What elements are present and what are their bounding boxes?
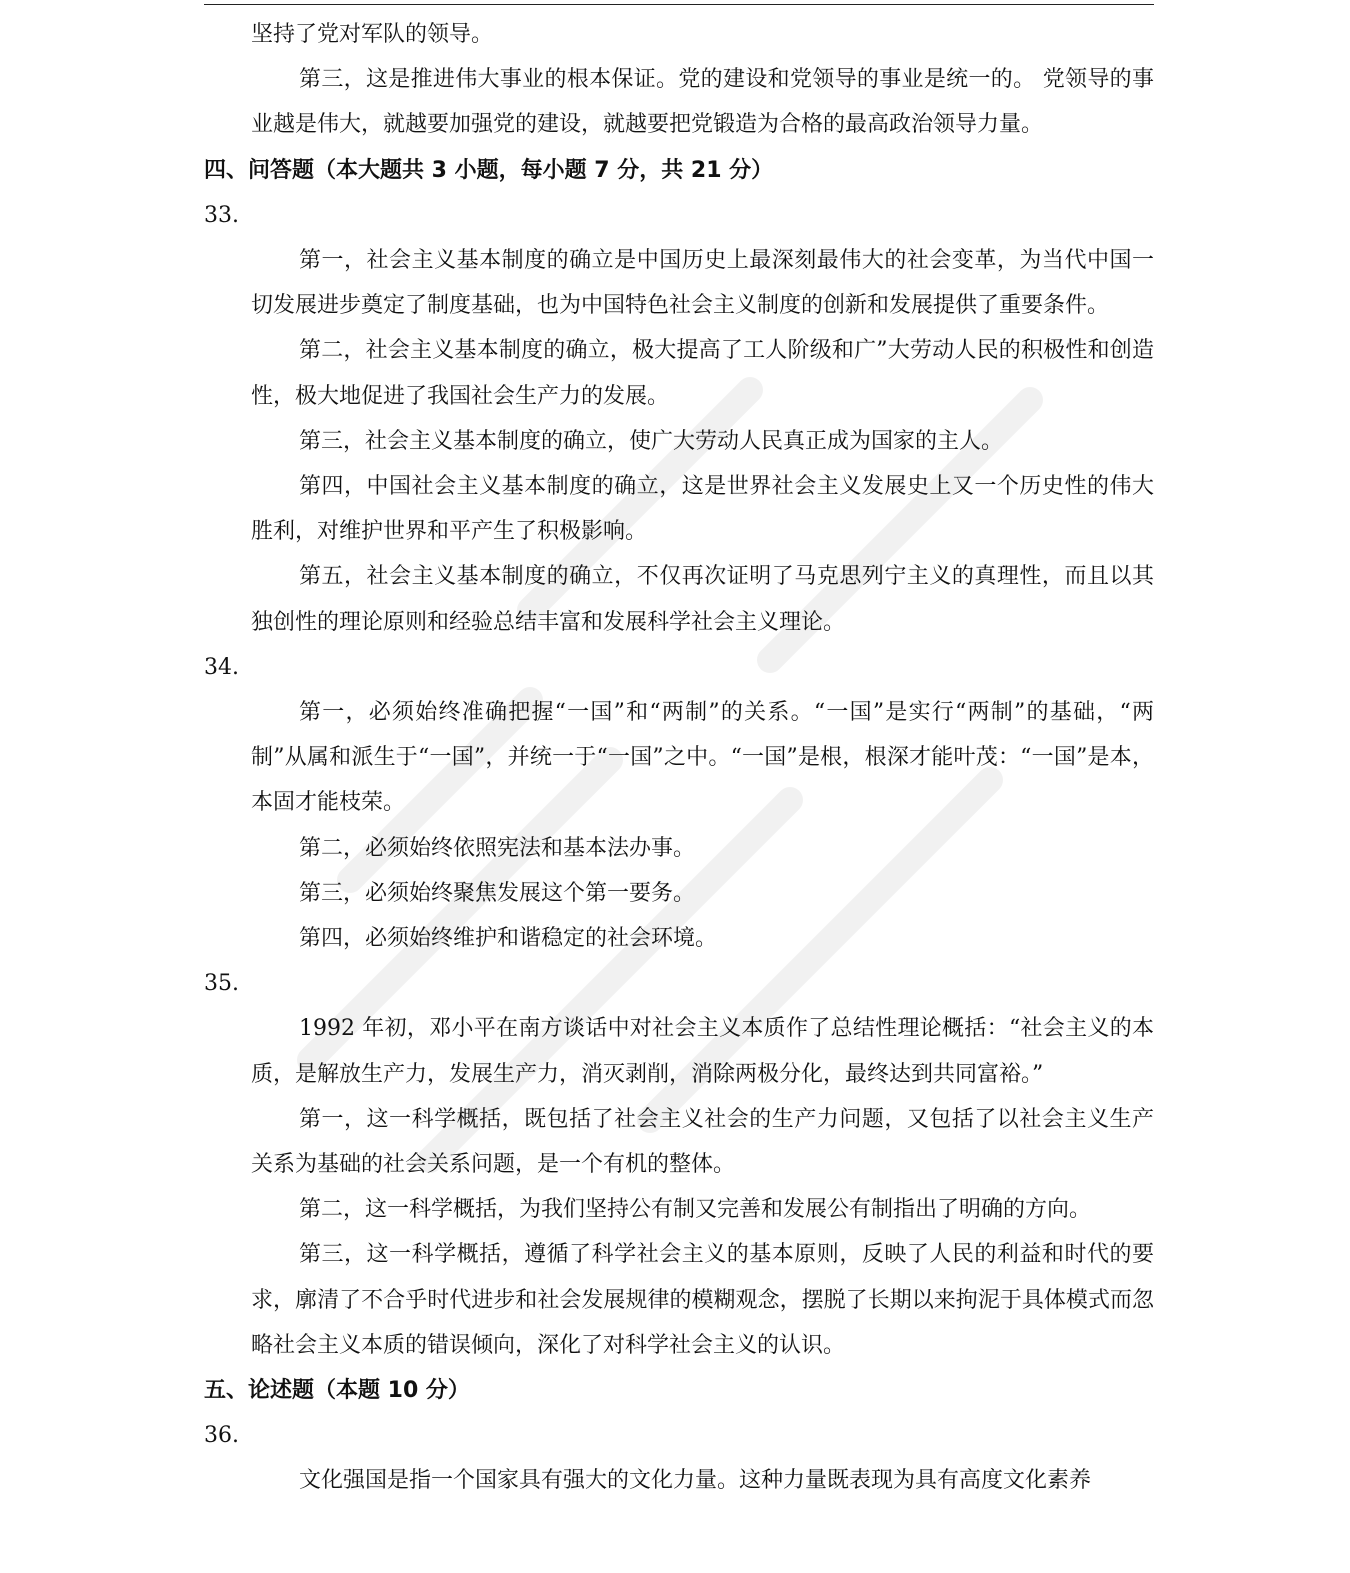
q33-paragraph-4: 第四，中国社会主义基本制度的确立，这是世界社会主义发展史上又一个历史性的伟大胜利，对维护世界和平产生了积极影响。 [251, 474, 1154, 545]
q36-paragraph-1: 文化强国是指一个国家具有强大的文化力量。这种力量既表现为具有高度文化素养 [299, 1468, 1092, 1494]
question-36-number: 36. [204, 1423, 239, 1449]
question-33-number: 33. [204, 202, 239, 228]
q35-paragraph-2: 第一，这一科学概括，既包括了社会主义社会的生产力问题，又包括了以社会主义生产关系为基础的社会关系问题，是一个有机的整体。 [251, 1106, 1154, 1178]
question-35-number: 35. [204, 971, 239, 997]
question-34-number: 34. [204, 654, 239, 680]
q35-paragraph-4: 第三，这一科学概括，遵循了科学社会主义的基本原则，反映了人民的利益和时代的要求，廓清了不合乎时代进步和社会发展规律的模糊观念，摆脱了长期以来拘泥于具体模式而忽略社会主义本质的错误倾向，深化了对科学社会主义的认识。 [251, 1242, 1154, 1358]
q34-paragraph-4: 第四，必须始终维护和谐稳定的社会环境。 [299, 926, 718, 952]
q33-paragraph-1: 第一，社会主义基本制度的确立是中国历史上最深刻最伟大的社会变革，为当代中国一切发展进步奠定了制度基础，也为中国特色社会主义制度的创新和发展提供了重要条件。 [251, 247, 1154, 319]
q34-paragraph-3: 第三，必须始终聚焦发展这个第一要务。 [299, 880, 696, 906]
q33-paragraph-3: 第三，社会主义基本制度的确立，使广大劳动人民真正成为国家的主人。 [299, 428, 1004, 454]
header-rule [204, 4, 1154, 5]
section-four-heading: 四、问答题（本大题共 3 小题，每小题 7 分，共 21 分） [204, 157, 774, 183]
section-five-heading: 五、论述题（本题 10 分） [204, 1378, 470, 1404]
q35-paragraph-3: 第二，这一科学概括，为我们坚持公有制又完善和发展公有制指出了明确的方向。 [299, 1197, 1092, 1223]
q34-paragraph-2: 第二，必须始终依照宪法和基本法办事。 [299, 835, 696, 861]
q34-paragraph-1: 第一，必须始终准确把握“一国”和“两制”的关系。“一国”是实行“两制”的基础，“两制”从属和派生于“一国”，并统一于“一国”之中。“一国”是根，根深才能叶茂：“一国”是本，本固才能枝荣。 [251, 700, 1154, 816]
paragraph-continuation: 坚持了党对军队的领导。 [251, 22, 494, 47]
q33-paragraph-2: 第二，社会主义基本制度的确立，极大提高了工人阶级和广”大劳动人民的积极性和创造性，极大地促进了我国社会生产力的发展。 [251, 338, 1154, 409]
paragraph-third-guarantee: 第三，这是推进伟大事业的根本保证。党的建设和党领导的事业是统一的。 党领导的事业越是伟大，就越要加强党的建设，就越要把党锻造为合格的最高政治领导力量。 [251, 67, 1154, 138]
q33-paragraph-5: 第五，社会主义基本制度的确立，不仅再次证明了马克思列宁主义的真理性，而且以其独创性的理论原则和经验总结丰富和发展科学社会主义理论。 [251, 564, 1154, 635]
q35-paragraph-1: 1992 年初，邓小平在南方谈话中对社会主义本质作了总结性理论概括：“社会主义的本质，是解放生产力，发展生产力，消灭剥削，消除两极分化，最终达到共同富裕。” [251, 1016, 1154, 1087]
document-body [204, 12, 1154, 1504]
